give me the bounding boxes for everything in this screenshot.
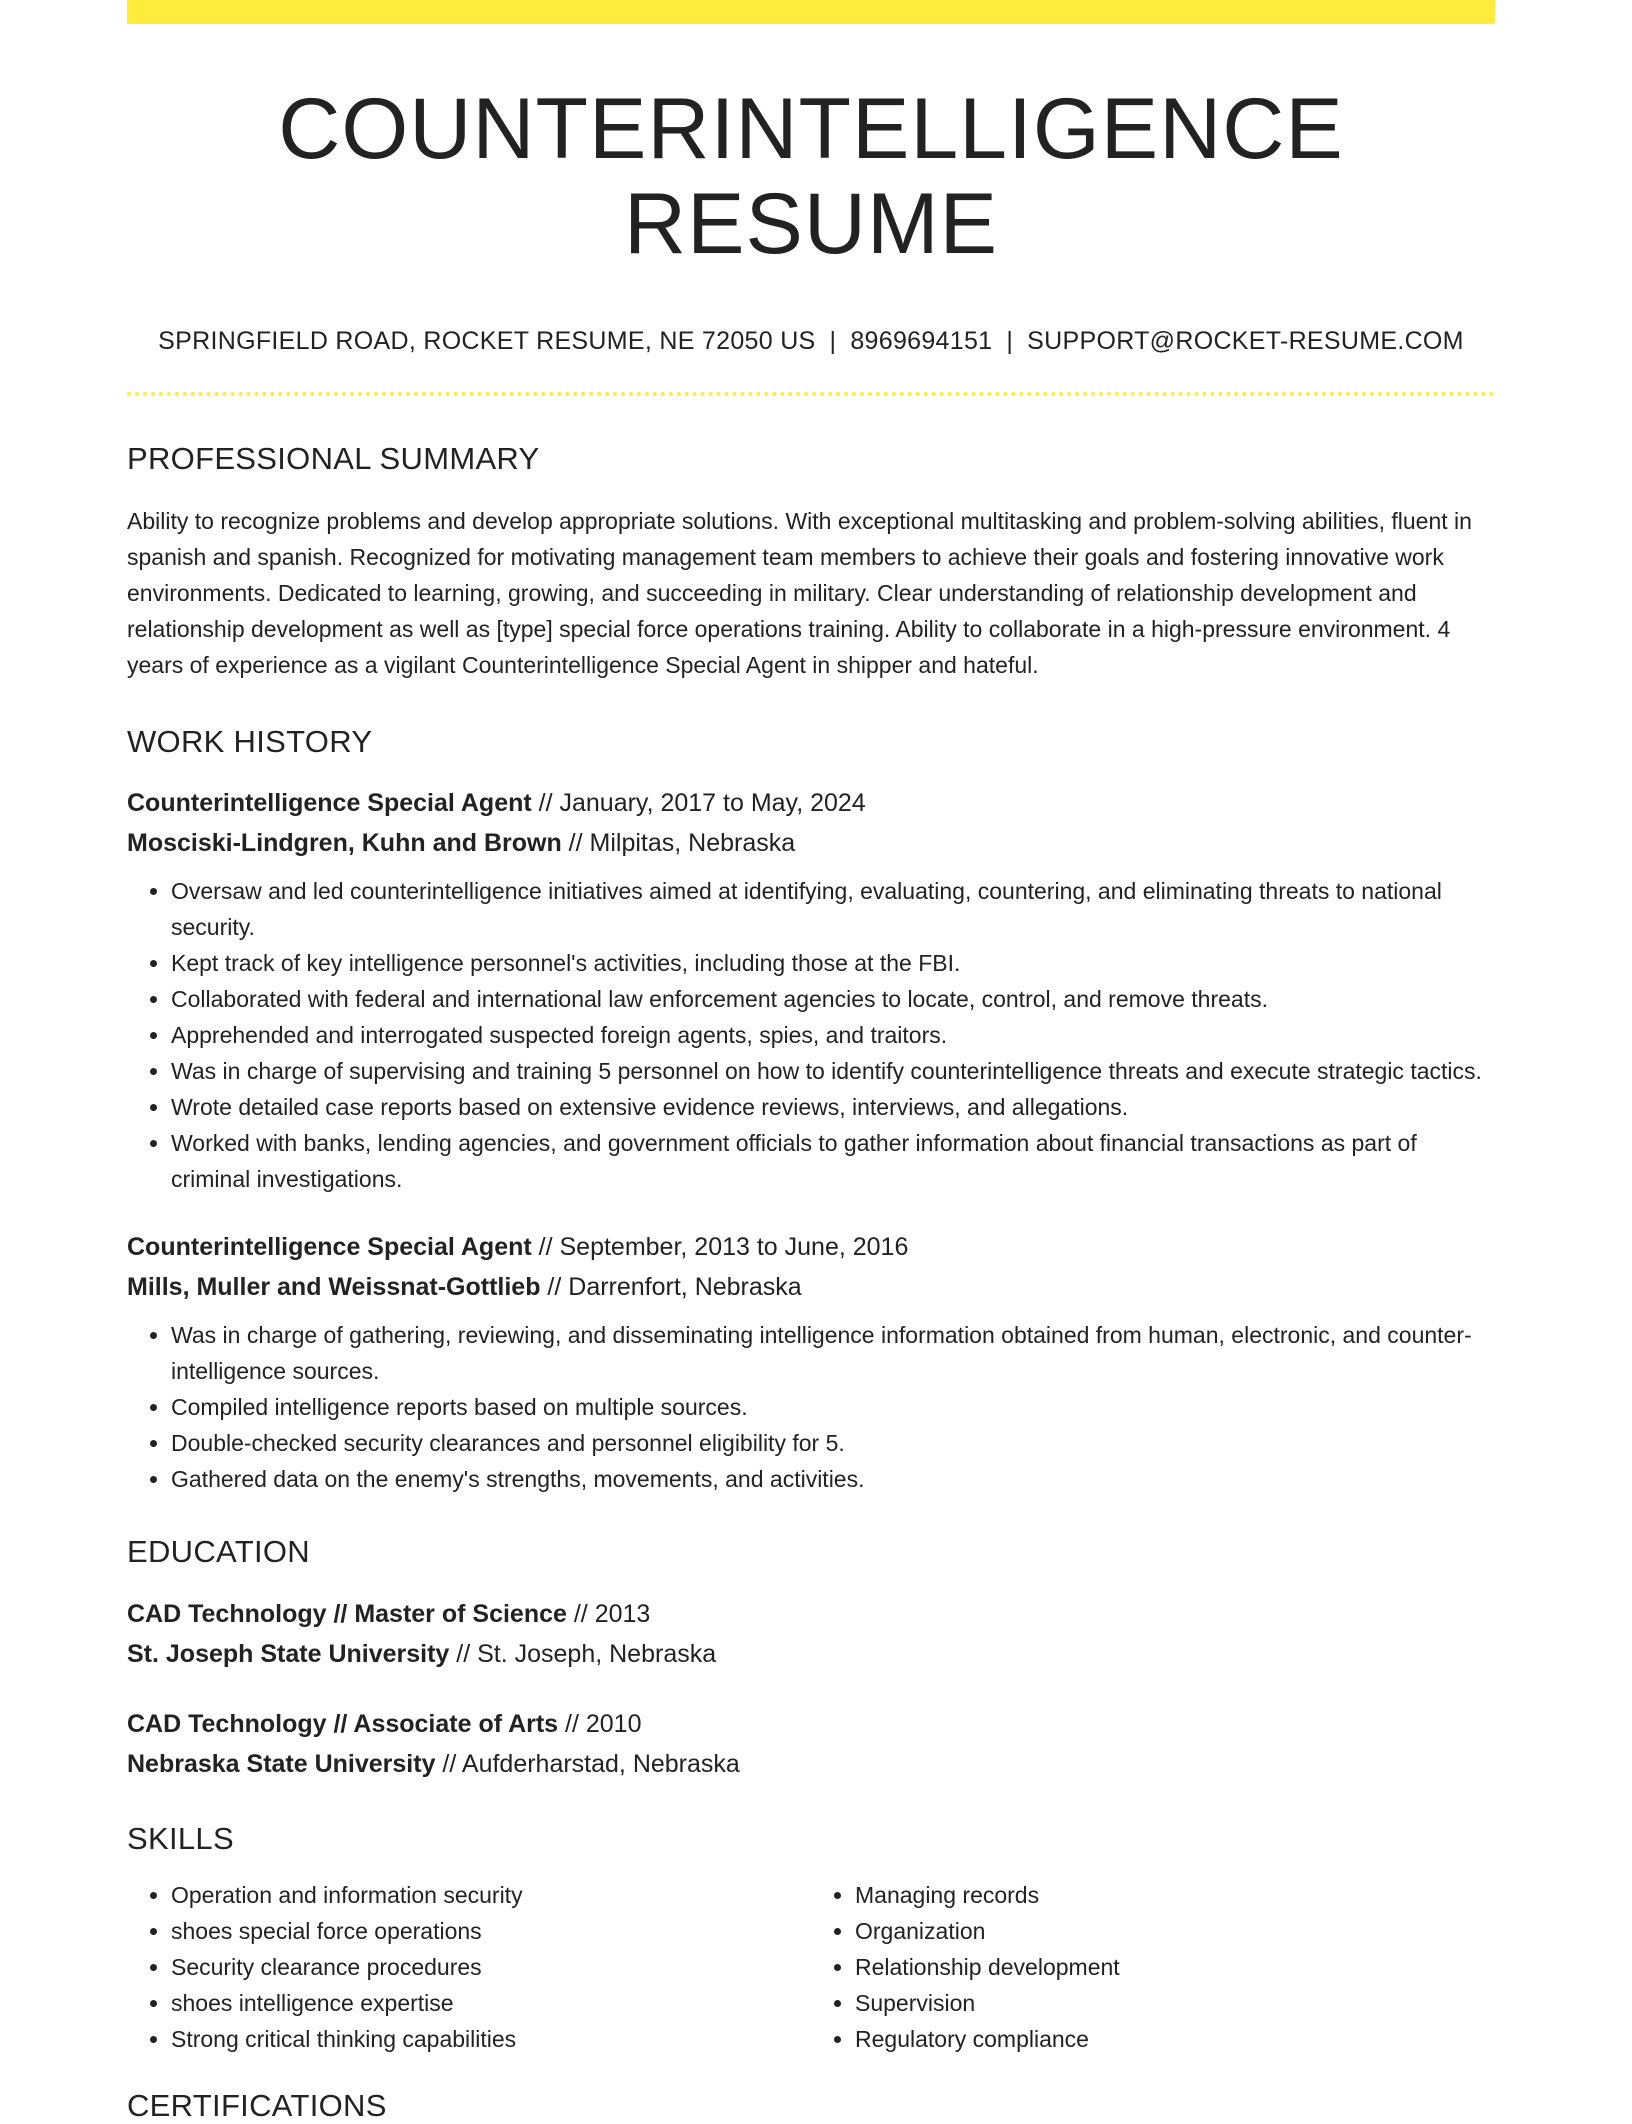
skills-columns [127,1877,1495,2057]
skills-heading: SKILLS [127,1820,234,1856]
job-role: Counterintelligence Special Agent [127,1232,532,1261]
job-title-line [127,1227,1495,1267]
school: St. Joseph State University [127,1639,450,1668]
job-company-line [127,1267,1495,1307]
education-entry [127,1704,1495,1784]
job-location: // Darrenfort, Nebraska [540,1272,802,1301]
degree-line [127,1594,1495,1634]
list-item: • Compiled intelligence reports based on multiple sources. [171,1389,1495,1425]
list-item: • Supervision [855,1985,1495,2021]
address: SPRINGFIELD ROAD, ROCKET RESUME, NE 72050 US [158,327,816,356]
list-item: • Organization [855,1913,1495,1949]
school-location: // Aufderharstad, Nebraska [435,1749,740,1778]
school-location: // St. Joseph, Nebraska [449,1639,717,1668]
job-company: Mills, Muller and Weissnat-Gottlieb [127,1272,541,1301]
list-item: • Relationship development [855,1949,1495,1985]
dotted-divider [127,392,1495,396]
list-item: • Was in charge of gathering, reviewing, and disseminating intelligence information obtained from human, electronic, and counter-intelligence sources. [171,1317,1495,1389]
job-entry [127,783,1495,1197]
degree-year: // 2010 [558,1709,642,1738]
list-item: • Oversaw and led counterintelligence initiatives aimed at identifying, evaluating, countering, and eliminating threats to national security. [171,873,1495,945]
separator: | [829,327,837,356]
list-item: • Security clearance procedures [171,1949,811,1985]
summary-text: Ability to recognize problems and develop appropriate solutions. With exceptional multitasking and problem-solving abilities, fluent in spanish and spanish. Recognized for motivating management team members to achieve their goals and fostering innovative work environments. Dedicated to learning, growing, and succeeding in military. Clear understanding of relationship development and relationship development as well as [type] special force operations training. Ability to collaborate in a high-pressure environment. 4 years of experience as a vigilant Counterintelligence Special Agent in shipper and hateful. [127,508,1472,679]
degree-line [127,1704,1495,1744]
list-item: • Worked with banks, lending agencies, and government officials to gather information about financial transactions as part of criminal investigations. [171,1125,1495,1197]
degree: CAD Technology // Associate of Arts [127,1709,559,1738]
list-item: • Double-checked security clearances and personnel eligibility for 5. [171,1425,1495,1461]
summary-heading: PROFESSIONAL SUMMARY [127,441,540,477]
education-heading: EDUCATION [127,1533,310,1569]
job-location: // Milpitas, Nebraska [561,828,796,857]
job-role: Counterintelligence Special Agent [127,788,532,817]
list-item: • Gathered data on the enemy's strengths, movements, and activities. [171,1461,1495,1497]
resume-title: COUNTERINTELLIGENCE RESUME [278,81,1344,272]
email: SUPPORT@ROCKET-RESUME.COM [1027,327,1464,356]
job-bullets [127,873,1495,1197]
list-item: • Was in charge of supervising and training 5 personnel on how to identify counterintelligence threats and execute strategic tactics. [171,1053,1495,1089]
resume-page [127,0,1495,2124]
phone: 8969694151 [850,327,993,356]
job-bullets [127,1317,1495,1497]
school: Nebraska State University [127,1749,436,1778]
school-line [127,1634,1495,1674]
list-item: • shoes intelligence expertise [171,1985,811,2021]
list-item: • Kept track of key intelligence personnel's activities, including those at the FBI. [171,945,1495,981]
list-item: • Apprehended and interrogated suspected foreign agents, spies, and traitors. [171,1017,1495,1053]
education-entry [127,1594,1495,1674]
work-history-heading: WORK HISTORY [127,724,373,760]
job-dates: // January, 2017 to May, 2024 [531,788,866,817]
job-company: Mosciski-Lindgren, Kuhn and Brown [127,828,562,857]
job-dates: // September, 2013 to June, 2016 [531,1232,909,1261]
list-item: • Regulatory compliance [855,2021,1495,2057]
job-entry [127,1227,1495,1497]
certifications-heading: CERTIFICATIONS [127,2087,387,2123]
list-item: • Wrote detailed case reports based on extensive evidence reviews, interviews, and allegations. [171,1089,1495,1125]
skills-right-list [811,1877,1495,2057]
degree: CAD Technology // Master of Science [127,1599,567,1628]
list-item: • shoes special force operations [171,1913,811,1949]
contact-line [127,327,1495,356]
list-item: • Strong critical thinking capabilities [171,2021,811,2057]
school-line [127,1744,1495,1784]
skills-left-list [127,1877,811,2057]
degree-year: // 2013 [566,1599,651,1628]
list-item: • Managing records [855,1877,1495,1913]
list-item: • Collaborated with federal and international law enforcement agencies to locate, control, and remove threats. [171,981,1495,1017]
list-item: • Operation and information security [171,1877,811,1913]
job-title-line [127,783,1495,823]
separator: | [1006,327,1014,356]
job-company-line [127,823,1495,863]
